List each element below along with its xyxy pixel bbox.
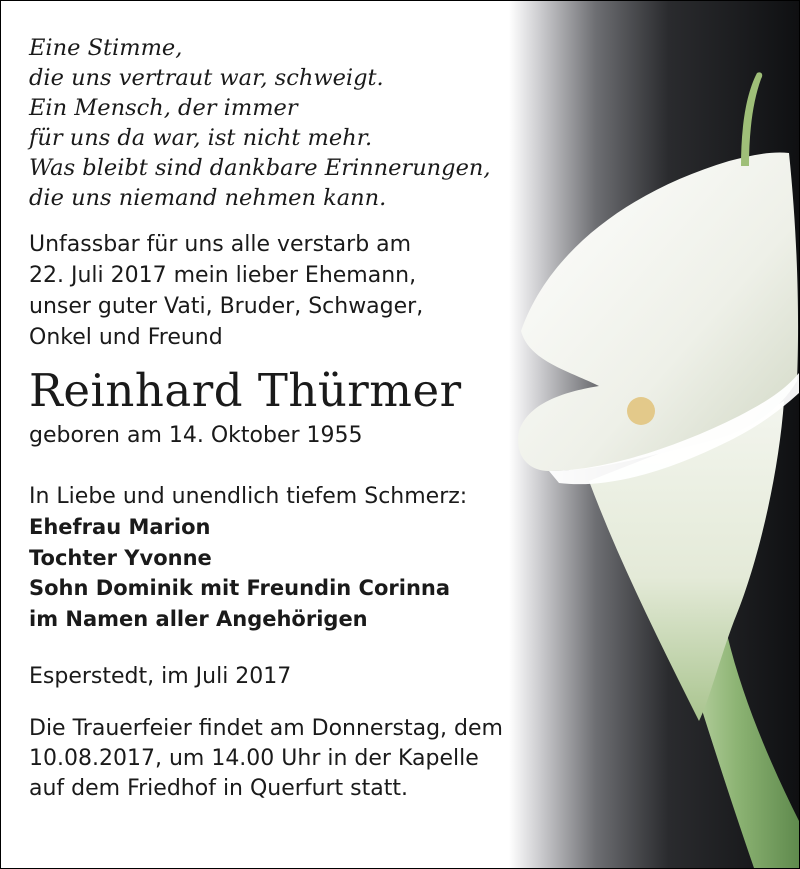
birth-date: geboren am 14. Oktober 1955 (29, 423, 363, 448)
mourner-name: Sohn Dominik mit Freundin Corinna (29, 576, 451, 600)
announcement-line: Onkel und Freund (29, 325, 223, 350)
funeral-line: 10.08.2017, um 14.00 Uhr in der Kapelle (29, 746, 479, 771)
announcement-line: Unfassbar für uns alle verstarb am (29, 232, 412, 257)
calla-lily-photo (509, 1, 799, 868)
obituary-text (29, 33, 549, 804)
mourner-name: Ehefrau Marion (29, 515, 211, 539)
funeral-line: auf dem Friedhof in Querfurt statt. (29, 776, 408, 801)
poem-line: für uns da war, ist nicht mehr. (29, 125, 373, 151)
deceased-name: Reinhard Thürmer (29, 364, 462, 417)
poem-line: die uns niemand nehmen kann. (29, 185, 387, 211)
poem-line: Ein Mensch, der immer (29, 95, 298, 121)
announcement-line: 22. Juli 2017 mein lieber Ehemann, (29, 263, 417, 288)
place-date: Esperstedt, im Juli 2017 (29, 664, 292, 689)
mourner-name: Tochter Yvonne (29, 545, 212, 570)
mourners-heading: In Liebe und unendlich tiefem Schmerz: (29, 484, 468, 509)
funeral-line: Die Trauerfeier findet am Donnerstag, dem (29, 716, 503, 741)
mourner-name: im Namen aller Angehörigen (29, 606, 368, 631)
announcement (29, 229, 549, 353)
poem-line: Eine Stimme, (29, 35, 183, 61)
poem-line: die uns vertraut war, schweigt. (29, 65, 384, 91)
funeral-info (29, 714, 549, 804)
calla-lily-icon (509, 1, 799, 868)
mourners-list (29, 512, 549, 634)
poem-line: Was bleibt sind dankbare Erinnerungen, (29, 155, 491, 181)
announcement-line: unser guter Vati, Bruder, Schwager, (29, 294, 424, 319)
poem (29, 33, 549, 213)
